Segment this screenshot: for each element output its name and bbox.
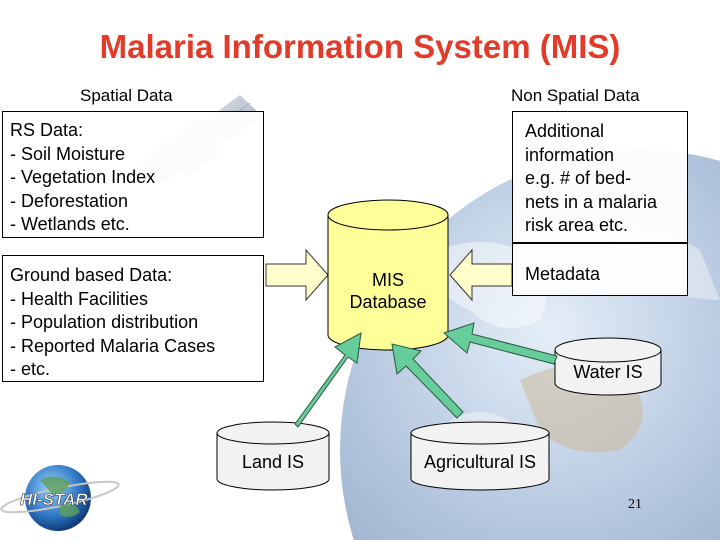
additional-info-box [512, 111, 688, 243]
rs-data-line: - Wetlands etc. [10, 214, 130, 234]
additional-info-line: Additional [525, 121, 605, 141]
agricultural-is-label: Agricultural IS [423, 452, 537, 472]
additional-info-line: nets in a malaria [525, 191, 658, 212]
rs-data-line: - Soil Moisture [10, 143, 126, 164]
metadata-label: Metadata [525, 264, 601, 284]
water-is-arrow [444, 323, 557, 364]
additional-info-line: information [525, 144, 615, 165]
ground-data-box [2, 255, 264, 382]
left-input-arrow [266, 250, 328, 300]
ground-data-line: - Reported Malaria Cases [10, 335, 216, 356]
rs-data-line: RS Data: [10, 120, 84, 140]
metadata-box [512, 243, 688, 296]
page-title: Malaria Information System (MIS) [99, 28, 621, 65]
additional-info-line: e.g. # of bed- [525, 168, 632, 188]
mis-database-label [328, 269, 448, 313]
logo-text: HI-STAR [20, 490, 88, 509]
page-number: 21 [628, 497, 642, 512]
spatial-data-heading: Spatial Data [80, 86, 173, 105]
globe-logo-icon [0, 465, 121, 531]
ground-data-line: Ground based Data: [10, 265, 173, 285]
mis-database-line: MIS [371, 270, 404, 290]
non-spatial-data-heading: Non Spatial Data [511, 86, 640, 105]
ground-data-line: - etc. [10, 359, 51, 379]
water-is-label: Water IS [573, 362, 643, 382]
land-is-arrow [295, 333, 361, 427]
land-is-label: Land IS [241, 452, 305, 472]
right-input-arrow [450, 250, 512, 300]
mis-database-line: Database [349, 292, 427, 312]
additional-info-line: risk area etc. [525, 215, 629, 235]
ground-data-line: - Health Facilities [10, 288, 149, 309]
rs-data-box [2, 111, 264, 238]
ground-data-line: - Population distribution [10, 312, 199, 332]
rs-data-line: - Vegetation Index [10, 167, 156, 187]
agricultural-is-arrow [392, 344, 463, 418]
rs-data-line: - Deforestation [10, 190, 129, 211]
